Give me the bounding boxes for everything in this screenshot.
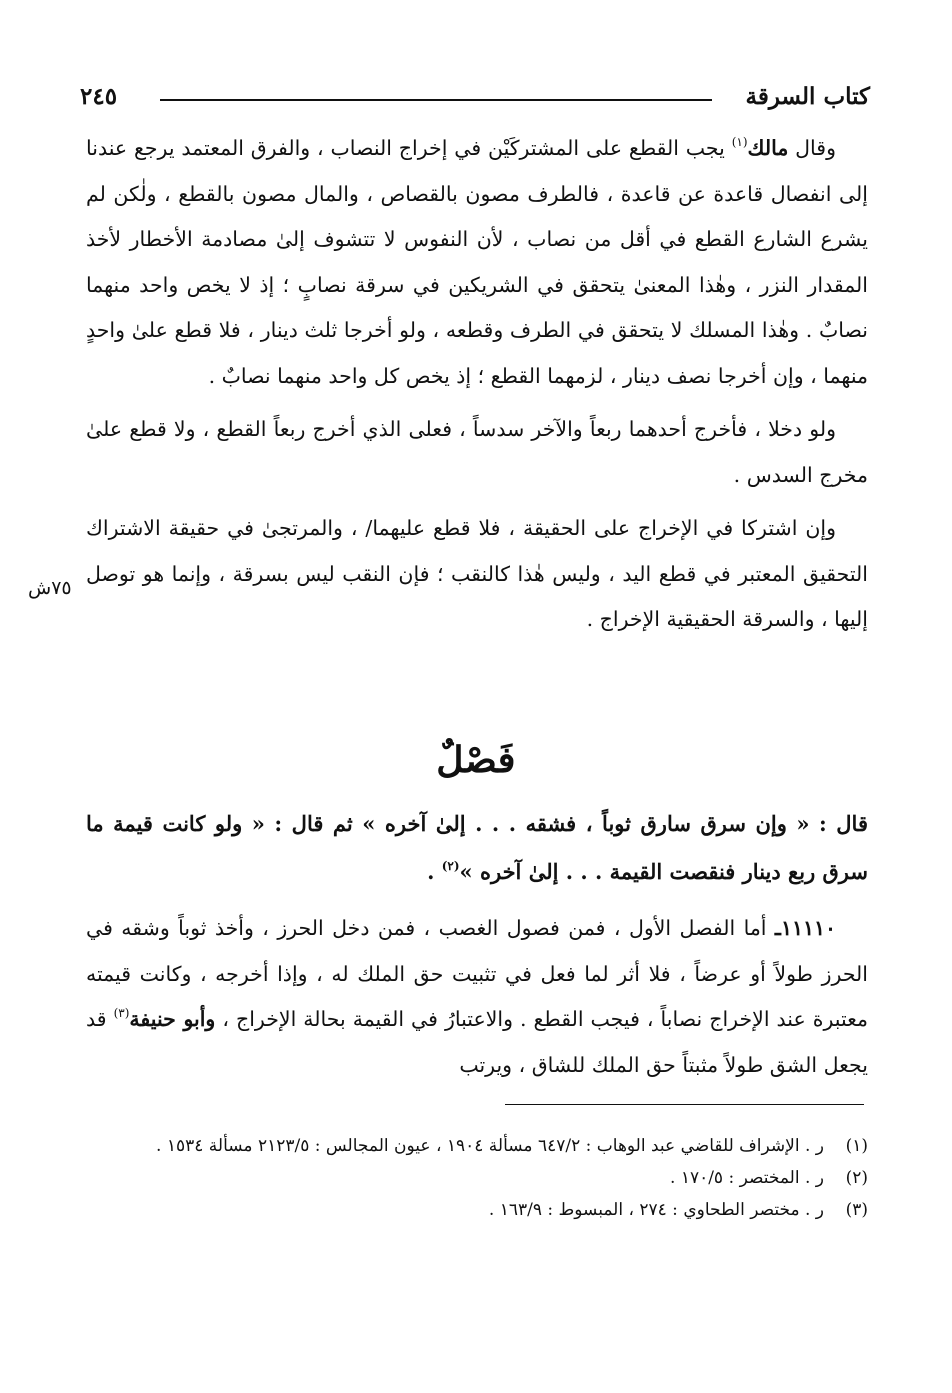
section-heading [0, 730, 952, 790]
p1-text: يجب القطع على المشتركَيْن في إخراج النصاب ، والفرق المعتمد يرجع عندنا إلى انفصال قاعدة عن قاعدة ، فالطرف مصون بالقصاص ، والمال مصون بالقطع ، ولٰكن لم يشرع الشارع القطع في أقل من نصاب ، لأن النفوس لا تتشوف إلىٰ مصادمة الأخطار لأخذ المقدار النزر ، وهٰذا المعنىٰ يتحقق في الشريكين في سرقة نصابٍ ؛ إذ لا يخص واحد منهما نصابٌ . وهٰذا المسلك لا يتحقق في الطرف وقطعه ، ولو أخرجا ثلث دينار ، فلا قطع علىٰ واحدٍ منهما ، وإن أخرجا نصف دينار ، لزمهما القطع ؛ إذ يخص كل واحد منهما نصابٌ . [86, 136, 868, 388]
footnote-text: ر . الإشراف للقاضي عبد الوهاب : ٦٤٧/٢ مسألة ١٩٠٤ ، عيون المجالس : ٢١٢٣/٥ مسألة ١٥٣٤ . [156, 1136, 824, 1156]
chapter-title: كتاب السرقة [745, 83, 870, 110]
page-number: ٢٤٥ [80, 83, 118, 110]
author-name-malik: مالك [747, 136, 789, 160]
paragraph-3: وإن اشتركا في الإخراج على الحقيقة ، فلا قطع عليهما/ ، والمرتجىٰ في حقيقة الاشتراك التحقيق المعتبر في قطع اليد ، وليس هٰذا كالنقب ؛ فإن النقب ليس بسرقة ، وإنما هو توصل إليها ، والسرقة الحقيقية الإخراج . [86, 516, 868, 631]
footnote-3 [86, 1194, 868, 1226]
quote-end: . [427, 859, 442, 884]
paragraph-2: ولو دخلا ، فأخرج أحدهما ربعاً والآخر سدساً ، فعلى الذي أخرج ربعاً القطع ، ولا قطع علىٰ مخرج السدس . [86, 417, 868, 487]
section-heading-text: فَصْلٌ [436, 739, 516, 781]
quoted-text [86, 800, 868, 896]
footnote-number: (٣) [845, 1200, 868, 1220]
running-header [80, 78, 870, 118]
footnote-text: ر . المختصر : ١٧٠/٥ . [670, 1168, 824, 1188]
p1-intro: وقال [788, 136, 836, 160]
paragraph-4 [86, 906, 868, 1088]
header-rule [160, 99, 712, 101]
footnote-text: ر . مختصر الطحاوي : ٢٧٤ ، المبسوط : ١٦٣/٩ . [488, 1200, 824, 1220]
footnote-number: (١) [845, 1136, 868, 1156]
footnote-2 [86, 1162, 868, 1194]
paragraph-1 [86, 126, 868, 399]
footnote-number: (٢) [845, 1168, 868, 1188]
marginal-note: ٧٥ش [28, 577, 72, 599]
footnote-1 [86, 1130, 868, 1162]
quote-text: قال : « وإن سرق سارق ثوباً ، فشقه . . . إلىٰ آخره » ثم قال : « ولو كانت قيمة ما سرق ربع دينار فنقصت القيمة . . . إلىٰ آخره » [86, 811, 868, 884]
main-text-2 [86, 906, 868, 1088]
p4-text-b: قد يجعل الشق طولاً مثبتاً حق الملك للشاق ، ويرتب [86, 1007, 868, 1077]
p4-text-a: أما الفصل الأول ، فمن فصول الغصب ، فمن دخل الحرز ، وأخذ ثوباً وشقه في الحرز طولاً أو عرضاً ، فلا أثر لما فعل في تثبيت حق الملك له ، وإذا أخرجه ، وكانت قيمته معتبرة عند الإخراج نصاباً ، فيجب القطع . والاعتبارُ في القيمة بحالة الإخراج ، [86, 916, 869, 1031]
footnote-rule [505, 1104, 864, 1105]
footnote-ref-3: (٣) [113, 1006, 130, 1020]
paragraph-number: ١١١١٠ـ [774, 916, 836, 940]
main-text [86, 126, 868, 651]
footnote-ref-1: (١) [731, 135, 748, 149]
footnotes [86, 1130, 868, 1226]
author-name-abu-hanifa: وأبو حنيفة [129, 1007, 216, 1031]
footnote-ref-2: (٢) [441, 859, 460, 873]
